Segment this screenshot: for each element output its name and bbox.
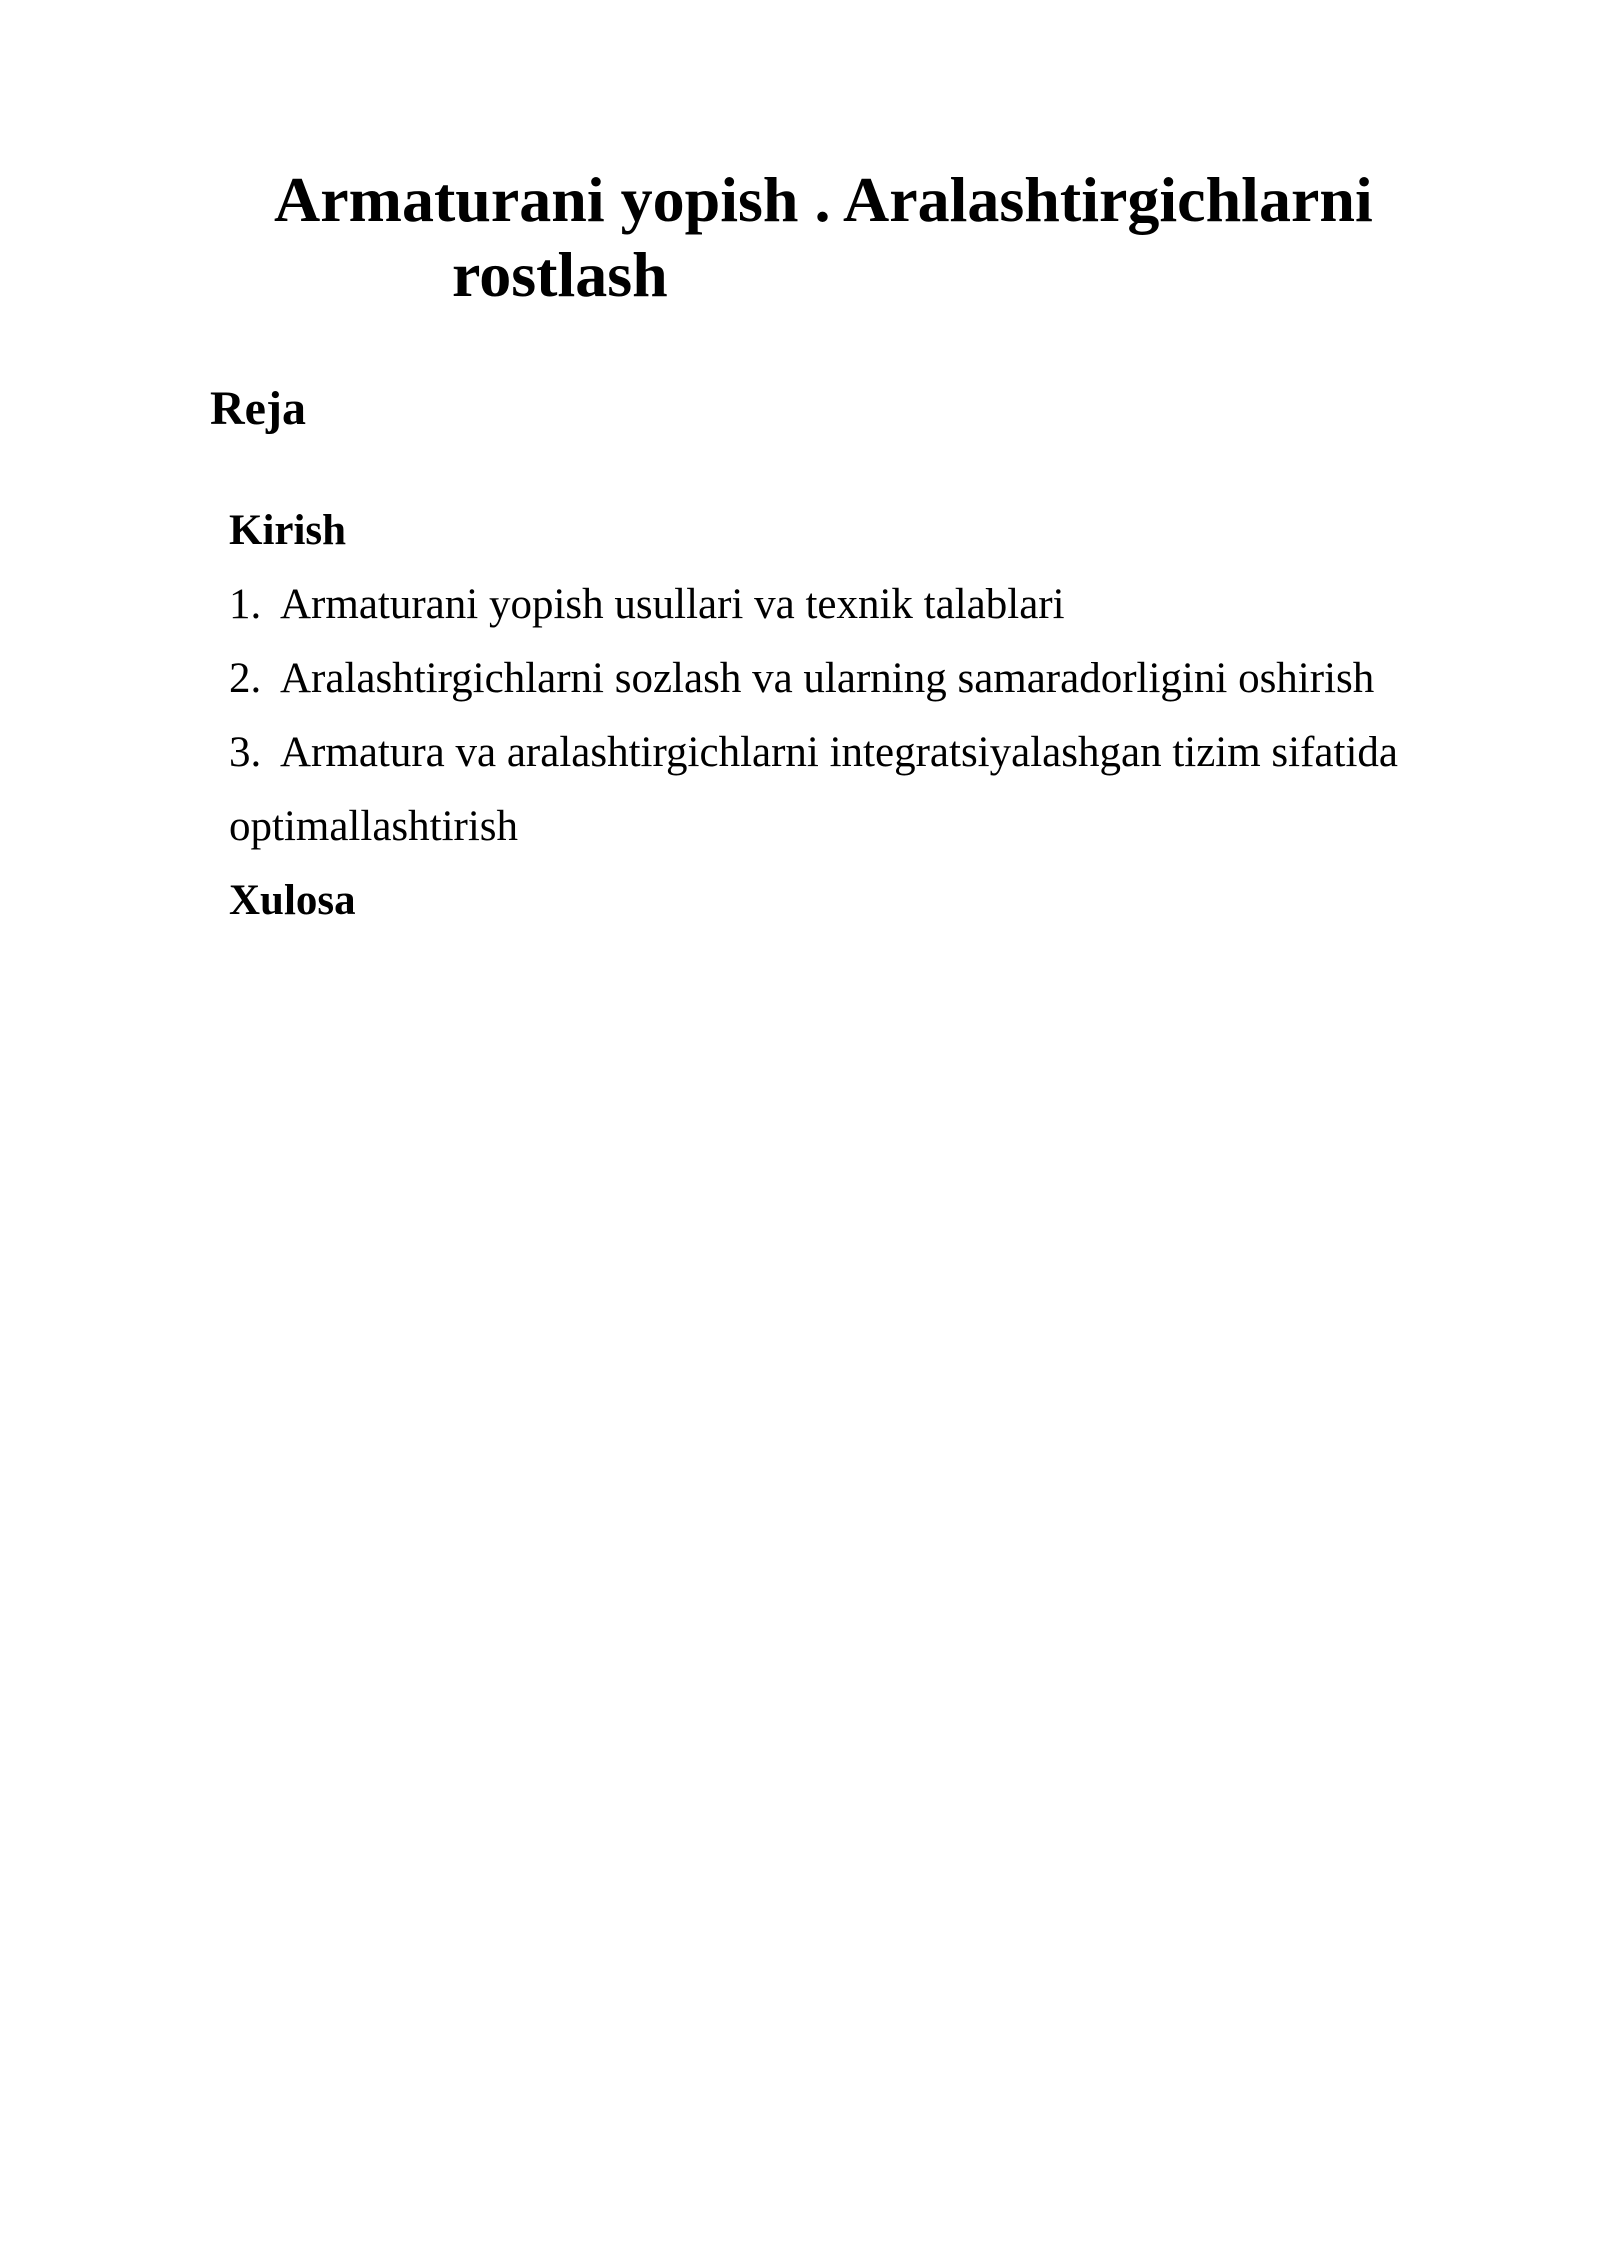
plan-item-text: Aralashtirgichlarni sozlash va ularning samaradorligini oshirish: [280, 655, 1375, 702]
plan-item-text: Armaturani yopish usullari va texnik talablari: [280, 581, 1065, 628]
plan-heading: Reja: [210, 382, 306, 435]
plan-item-3: [229, 716, 1479, 790]
document-title-line-2: rostlash: [452, 239, 668, 310]
plan-item-2: [229, 642, 1479, 716]
plan-item-number: 2.: [229, 655, 262, 702]
plan-item-number: 1.: [229, 581, 262, 628]
plan-item-3-continuation: optimallashtirish: [229, 803, 519, 850]
plan-conclusion: Xulosa: [229, 877, 356, 924]
document-title-line-1: Armaturani yopish . Aralashtirgichlarni: [274, 164, 1373, 235]
plan-item-text: Armatura va aralashtirgichlarni integratsiyalashgan tizim sifatida: [280, 729, 1398, 776]
plan-intro: Kirish: [229, 507, 347, 554]
plan-item-number: 3.: [229, 729, 262, 776]
plan-list: [229, 494, 1479, 938]
plan-item-1: [229, 568, 1479, 642]
